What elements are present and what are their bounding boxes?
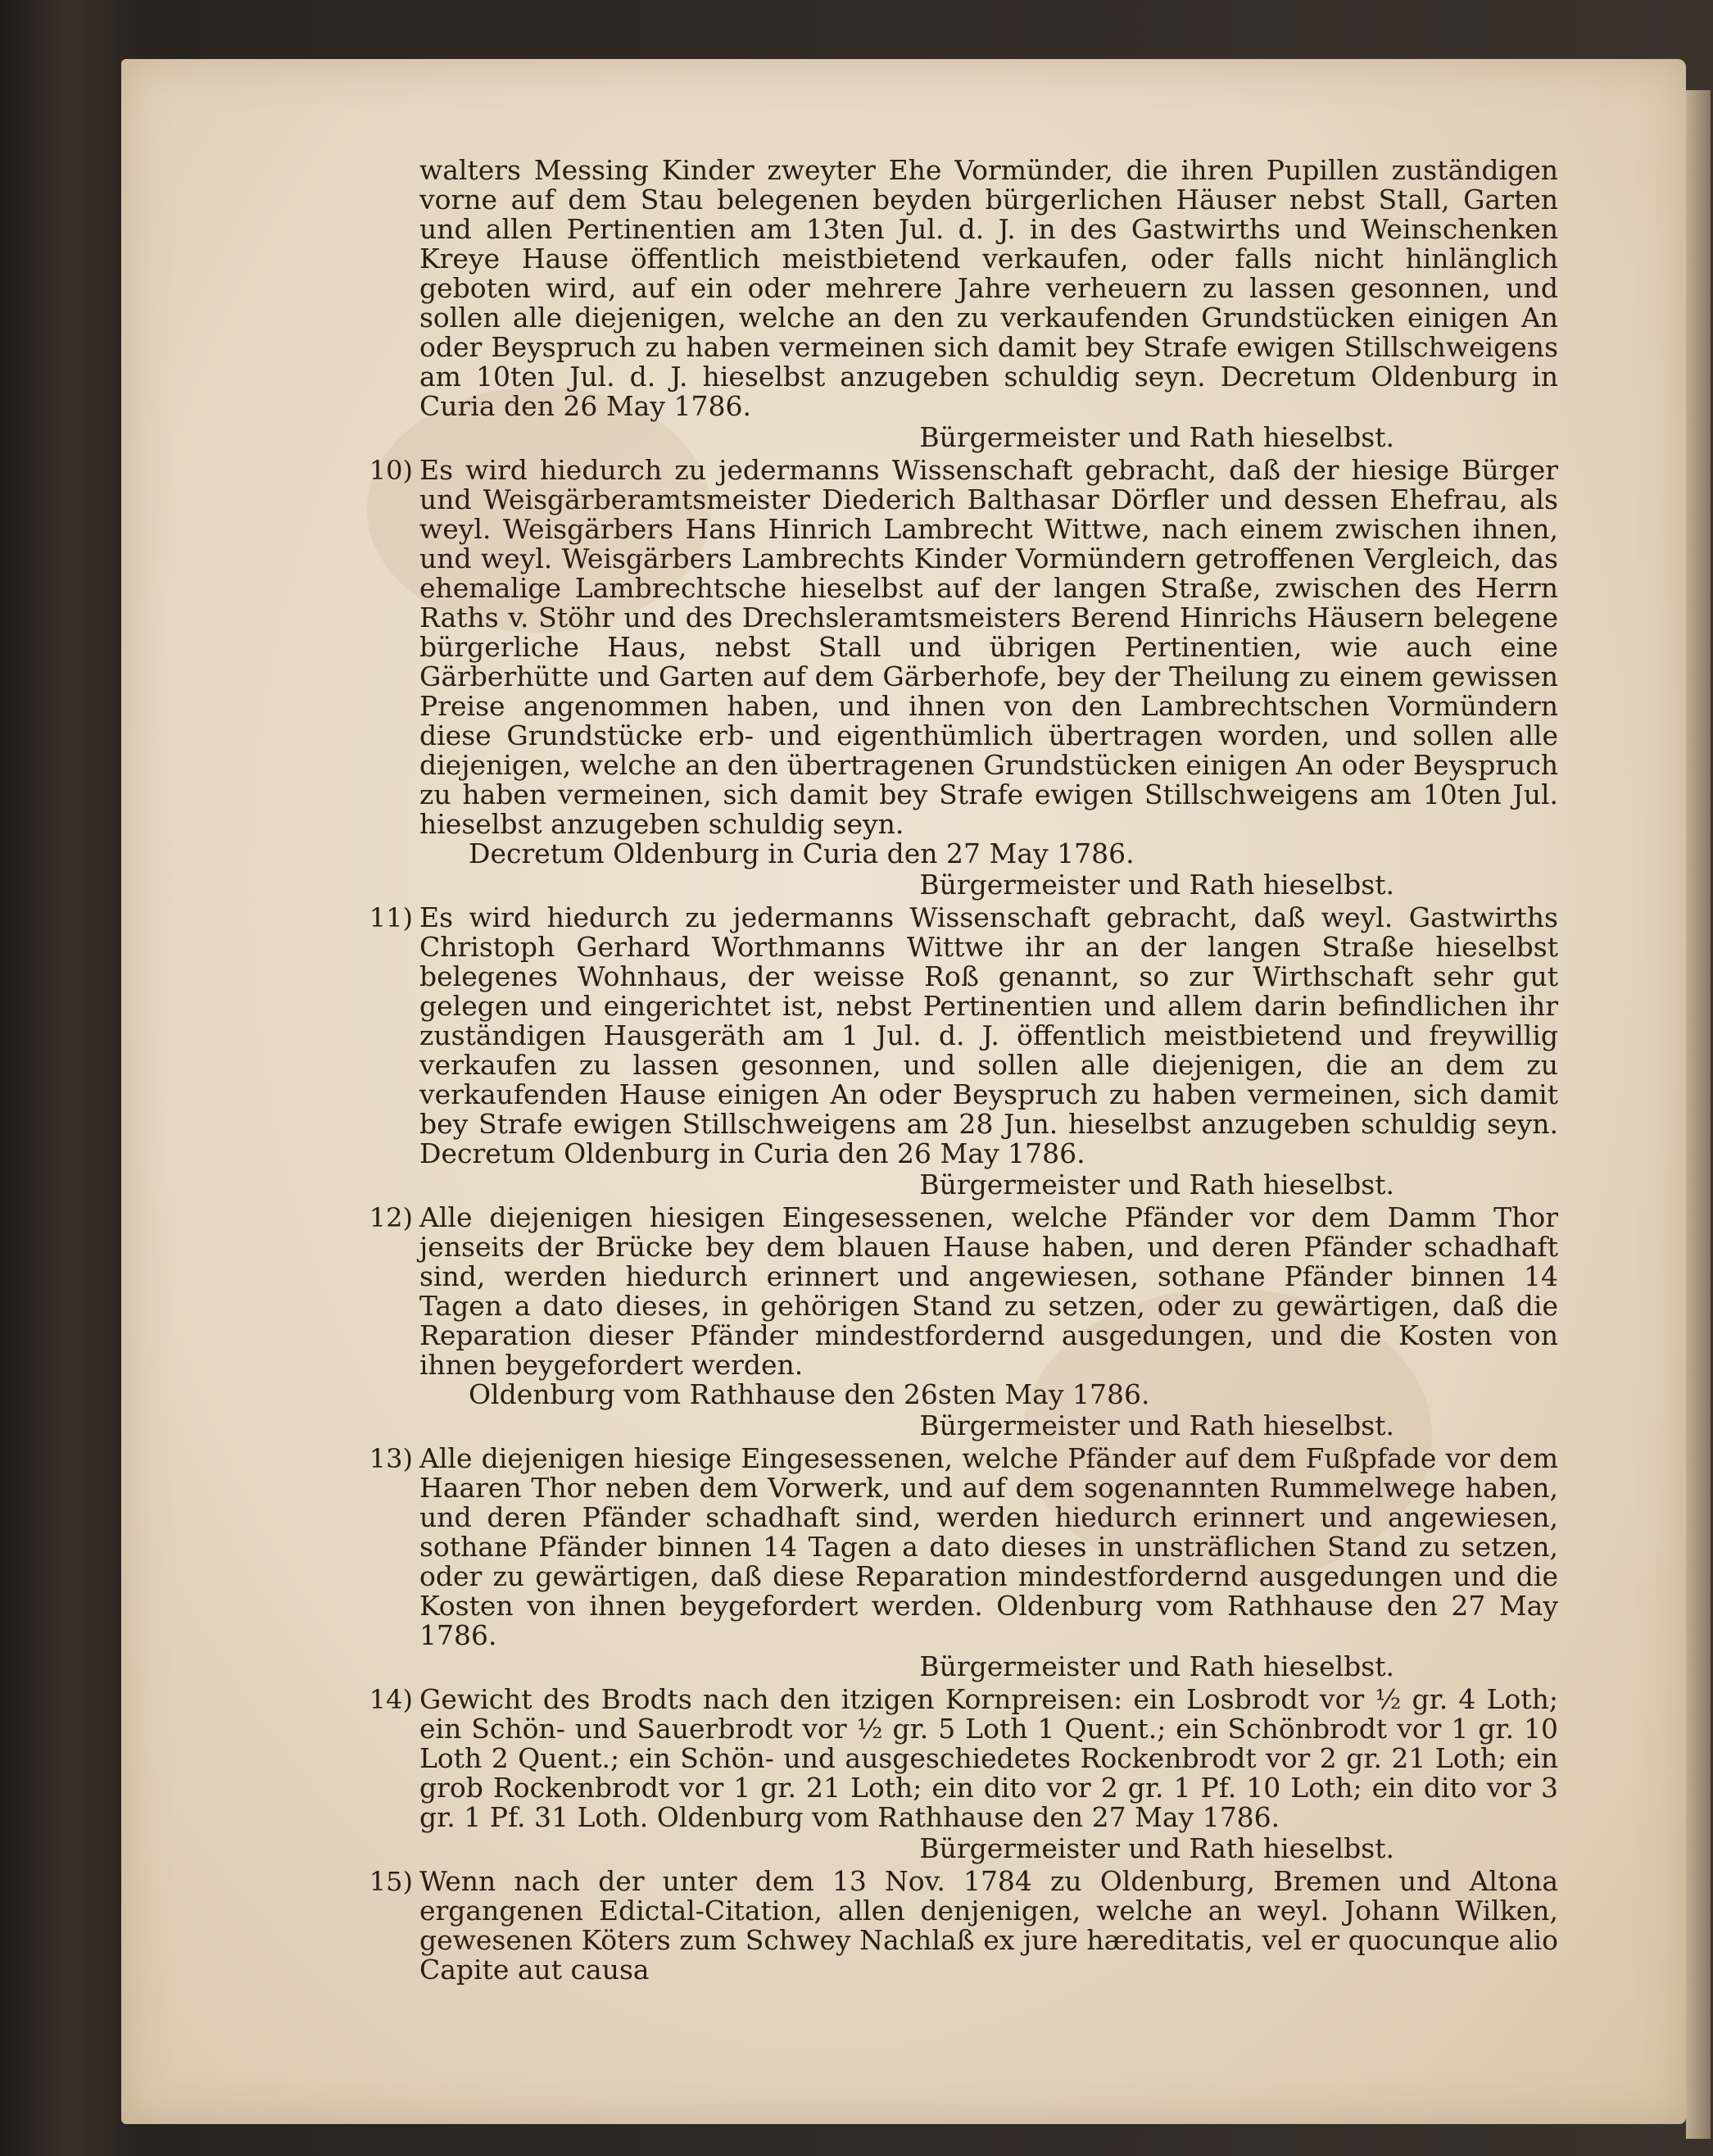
intro-text: walters Messing Kinder zweyter Ehe Vormünder, die ihren Pupillen zuständigen vorne auf dem Stau belegenen beyden bürgerlichen Häuser nebst Stall, Garten und allen Pertinentien am 13ten Jul. d. J. in des Gastwirths und Weinschenken Kreye Hause öffentlich meistbietend verkaufen, oder falls nicht hinlänglich geboten wird, auf ein oder mehrere Jahre verheuern zu lassen gesonnen, und sollen alle diejenigen, welche an den zu verkaufenden Grundstücken einigen An oder Beyspruch zu haben vermeinen sich damit bey Strafe ewigen Stillschweigens am 10ten Jul. d. J. hieselbst anzugeben schuldig seyn. Decretum Oldenburg in Curia den 26 May 1786. [419,154,1558,422]
entry-decree: Oldenburg vom Rathhause den 26sten May 1786. [469,1378,1150,1410]
entry-signature: Bürgermeister und Rath hieselbst. [919,1832,1394,1864]
entry-text: Alle diejenigen hiesigen Eingesessenen, welche Pfänder vor dem Damm Thor jenseits der Brücke bey dem blauen Hause haben, und deren Pfänder schadhaft sind, werden hiedurch erinnert und angewiesen, sothane Pfänder binnen 14 Tagen a dato dieses, in gehörigen Stand zu setzen, oder zu gewärtigen, daß die Reparation dieser Pfänder mindestfordernd ausgedungen, und die Kosten von ihnen beygefordert werden. [419,1201,1558,1381]
entry-signature: Bürgermeister und Rath hieselbst. [919,1169,1394,1201]
entry-number: 11) [369,902,413,933]
entry-text: Es wird hiedurch zu jedermanns Wissenschaft gebracht, daß weyl. Gastwirths Christoph Gerhard Worthmanns Wittwe ihr an der langen Straße hieselbst belegenes Wohnhaus, der weisse Roß genannt, so zur Wirthschaft sehr gut gelegen und eingerichtet ist, nebst Pertinentien und allem darin befindlichen ihr zuständigen Hausgeräth am 1 Jul. d. J. öffentlich meistbietend und freywillig verkaufen zu lassen gesonnen, und sollen alle diejenigen, die an dem zu verkaufenden Hause einigen An oder Beyspruch zu haben vermeinen, sich damit bey Strafe ewigen Stillschweigens am 28 Jun. hieselbst anzugeben schuldig seyn. Decretum Oldenburg in Curia den 26 May 1786. [419,901,1558,1169]
document-text [369,154,1558,1986]
entry-number: 12) [369,1202,413,1233]
entry-number: 10) [369,455,413,486]
entry-12 [369,1201,1558,1441]
entry-15 [369,1865,1558,1986]
entry-text: Wenn nach der unter dem 13 Nov. 1784 zu Oldenburg, Bremen und Altona ergangenen Edictal-Citation, allen denjenigen, welche an weyl. Johann Wilken, gewesenen Köters zum Schwey Nachlaß ex jure hæreditatis, vel er quocunque alio Capite aut causa [419,1865,1558,1986]
entry-number: 13) [369,1443,413,1474]
entry-number: 15) [369,1866,413,1897]
entry-13 [369,1442,1558,1682]
entry-decree: Decretum Oldenburg in Curia den 27 May 1786. [469,837,1135,869]
entry-11 [369,901,1558,1201]
intro-entry [419,156,1558,452]
entry-signature: Bürgermeister und Rath hieselbst. [919,1409,1394,1441]
entry-number: 14) [369,1684,413,1715]
page-edge [1686,90,1711,2139]
entry-text: Es wird hiedurch zu jedermanns Wissenschaft gebracht, daß der hiesige Bürger und Weisgärberamtsmeister Diederich Balthasar Dörfler und dessen Ehefrau, als weyl. Weisgärbers Hans Hinrich Lambrecht Wittwe, nach einem zwischen ihnen, und weyl. Weisgärbers Lambrechts Kinder Vormündern getroffenen Vergleich, das ehemalige Lambrechtsche hieselbst auf der langen Straße, zwischen des Herrn Raths v. Stöhr und des Drechsleramtsmeisters Berend Hinrichs Häusern belegene bürgerliche Haus, nebst Stall und übrigen Pertinentien, wie auch eine Gärberhütte und Garten auf dem Gärberhofe, bey der Theilung zu einem gewissen Preise angenommen haben, und ihnen von den Lambrechtschen Vormündern diese Grundstücke erb- und eigenthümlich übertragen worden, und sollen alle diejenigen, welche an den übertragenen Grundstücken einigen An oder Beyspruch zu haben vermeinen, sich damit bey Strafe ewigen Stillschweigens am 10ten Jul. hieselbst anzugeben schuldig seyn. [419,454,1558,840]
entry-14 [369,1683,1558,1864]
entry-signature: Bürgermeister und Rath hieselbst. [919,869,1394,901]
entry-10 [369,454,1558,901]
entry-text: Gewicht des Brodts nach den itzigen Kornpreisen: ein Losbrodt vor ½ gr. 4 Loth; ein Schön- und Sauerbrodt vor ½ gr. 5 Loth 1 Quent.; ein Schönbrodt vor 1 gr. 10 Loth 2 Quent.; ein Schön- und ausgeschiedetes Rockenbrodt vor 2 gr. 21 Loth; ein grob Rockenbrodt vor 1 gr. 21 Loth; ein dito vor 2 gr. 1 Pf. 10 Loth; ein dito vor 3 gr. 1 Pf. 31 Loth. Oldenburg vom Rathhause den 27 May 1786. [419,1683,1558,1833]
entry-signature: Bürgermeister und Rath hieselbst. [919,1650,1394,1682]
intro-signature: Bürgermeister und Rath hieselbst. [919,421,1394,453]
entry-text: Alle diejenigen hiesige Eingesessenen, welche Pfänder auf dem Fußpfade vor dem Haaren Thor neben dem Vorwerk, und auf dem sogenannten Rummelwege haben, und deren Pfänder schadhaft sind, werden hiedurch erinnert und angewiesen, sothane Pfänder binnen 14 Tagen a dato dieses in unsträflichen Stand zu setzen, oder zu gewärtigen, daß diese Reparation mindestfordernd ausgedungen und die Kosten von ihnen beygefordert werden. Oldenburg vom Rathhause den 27 May 1786. [419,1442,1558,1651]
